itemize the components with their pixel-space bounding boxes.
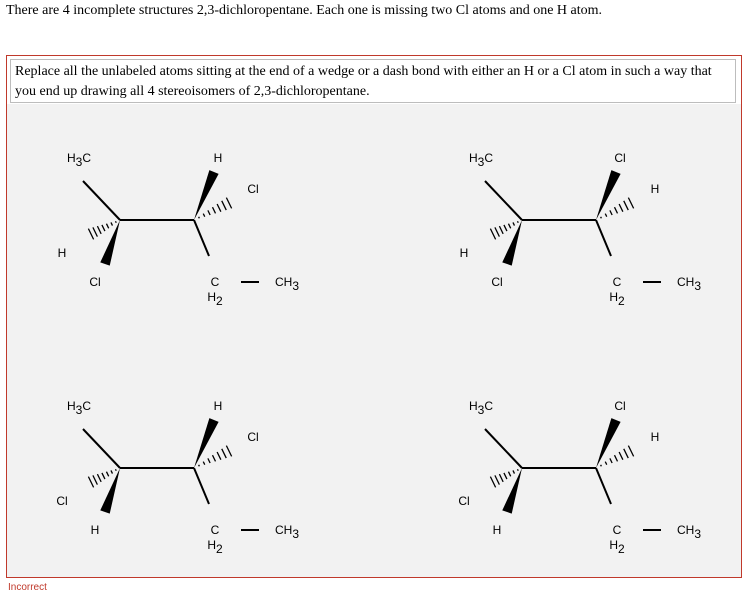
- atom-right-dash[interactable]: Cl: [247, 182, 259, 196]
- ethyl-ch3-label: CH3: [275, 523, 300, 541]
- methyl-label: H3C: [468, 399, 494, 417]
- bond-c3-c4: [596, 220, 611, 256]
- methylene-c-label: C: [210, 523, 220, 537]
- bond-c1-c2: [83, 429, 120, 468]
- atom-left-dash[interactable]: H: [459, 246, 469, 260]
- methyl-label: H3C: [66, 399, 92, 417]
- dash-bond-c2: [88, 221, 116, 239]
- dash-bond-c2: [490, 469, 518, 487]
- methyl-label: H3C: [468, 151, 494, 169]
- structures-svg[interactable]: [7, 104, 741, 577]
- atom-right-dash[interactable]: H: [650, 182, 660, 196]
- atom-right-wedge[interactable]: H: [213, 399, 223, 413]
- bond-c1-c2: [485, 181, 522, 220]
- structure-4[interactable]: [458, 399, 701, 556]
- atom-right-wedge[interactable]: H: [213, 151, 223, 165]
- bond-c1-c2: [485, 429, 522, 468]
- bond-c1-c2: [83, 181, 120, 220]
- dash-bond-c2: [490, 221, 518, 239]
- bond-c3-c4: [194, 220, 209, 256]
- atom-left-dash[interactable]: H: [57, 246, 67, 260]
- intro-text: There are 4 incomplete structures 2,3-dichloropentane. Each one is missing two Cl atoms and one H atom.: [6, 3, 603, 18]
- methyl-label: H3C: [66, 151, 92, 169]
- bond-c3-c4: [194, 468, 209, 504]
- status-label: Incorrect: [8, 582, 47, 593]
- atom-left-dash[interactable]: Cl: [56, 494, 68, 508]
- ethyl-ch3-label: CH3: [275, 275, 300, 293]
- atom-right-wedge[interactable]: Cl: [614, 151, 626, 165]
- ethyl-ch3-label: CH3: [677, 275, 702, 293]
- methylene-c-label: C: [210, 275, 220, 289]
- structure-2[interactable]: [460, 151, 702, 308]
- methylene-h2-label: H2: [609, 290, 625, 308]
- structure-3[interactable]: [56, 399, 299, 556]
- atom-right-dash[interactable]: Cl: [247, 430, 259, 444]
- atom-right-wedge[interactable]: Cl: [614, 399, 626, 413]
- methylene-c-label: C: [612, 275, 622, 289]
- atom-left-wedge[interactable]: H: [90, 523, 100, 537]
- ethyl-ch3-label: CH3: [677, 523, 702, 541]
- atom-left-dash[interactable]: Cl: [458, 494, 470, 508]
- atom-left-wedge[interactable]: H: [492, 523, 502, 537]
- methylene-h2-label: H2: [609, 538, 625, 556]
- methylene-h2-label: H2: [207, 538, 223, 556]
- structure-1[interactable]: [58, 151, 300, 308]
- bond-c3-c4: [596, 468, 611, 504]
- atom-left-wedge[interactable]: Cl: [89, 275, 101, 289]
- question-panel: [6, 55, 742, 578]
- instructions-text: Replace all the unlabeled atoms sitting at the end of a wedge or a dash bond with either an H or a Cl atom in such a way that you end up drawing all 4 stereoisomers of 2,3-dichloropentane.: [10, 59, 736, 103]
- atom-left-wedge[interactable]: Cl: [491, 275, 503, 289]
- dash-bond-c2: [88, 469, 116, 487]
- atom-right-dash[interactable]: H: [650, 430, 660, 444]
- drawing-canvas[interactable]: [7, 104, 741, 577]
- methylene-h2-label: H2: [207, 290, 223, 308]
- methylene-c-label: C: [612, 523, 622, 537]
